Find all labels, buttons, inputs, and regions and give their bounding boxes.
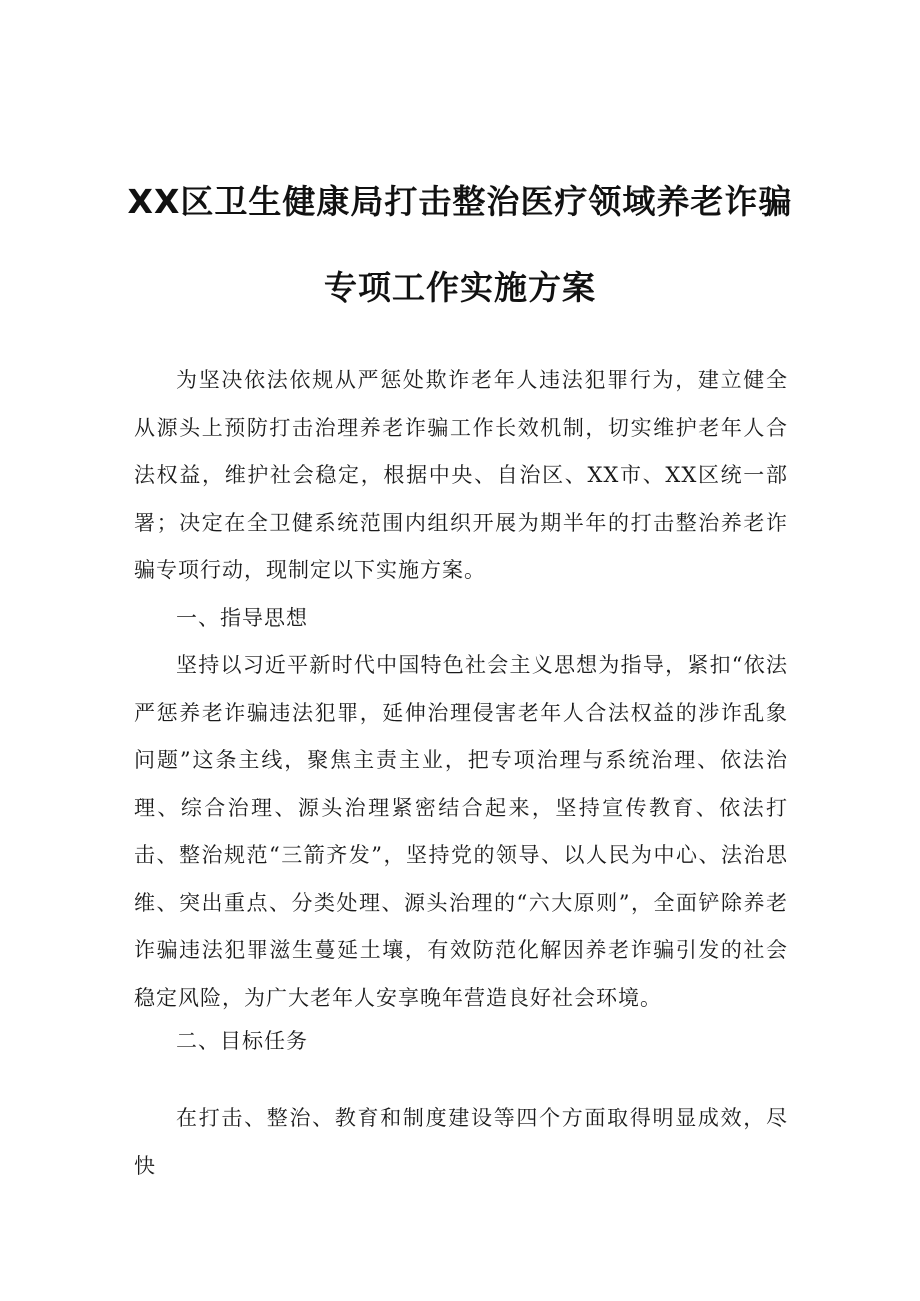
section-2-heading: 二、目标任务 [176, 1029, 308, 1053]
document-title-line-2: 专项工作实施方案 [324, 268, 596, 307]
section-1-heading: 一、指导思想 [176, 606, 308, 630]
document-title-line-1: XX区卫生健康局打击整治医疗领域养老诈骗 [127, 182, 793, 221]
intro-paragraph: 为坚决依法依规从严惩处欺诈老年人违法犯罪行为，建立健全从源头上预防打击治理养老诈骗工作长效机制，切实维护老年人合法权益，维护社会稳定，根据中央、自治区、XX市、XX区统一部署；决定在全卫健系统范围内组织开展为期半年的打击整治养老诈骗专项行动，现制定以下实施方案。 [134, 368, 788, 582]
section-1-body: 坚持以习近平新时代中国特色社会主义思想为指导，紧扣“依法严惩养老诈骗违法犯罪，延伸治理侵害老年人合法权益的涉诈乱象问题”这条主线，聚焦主责主业，把专项治理与系统治理、依法治理、综合治理、源头治理紧密结合起来，坚持宣传教育、依法打击、整治规范“三箭齐发”，坚持党的领导、以人民为中心、法治思维、突出重点、分类处理、源头治理的“六大原则”，全面铲除养老诈骗违法犯罪滋生蔓延土壤，有效防范化解因养老诈骗引发的社会稳定风险，为广大老年人安享晚年营造良好社会环境。 [134, 653, 788, 1010]
section-2-body: 在打击、整治、教育和制度建设等四个方面取得明显成效，尽快 [134, 1106, 788, 1178]
